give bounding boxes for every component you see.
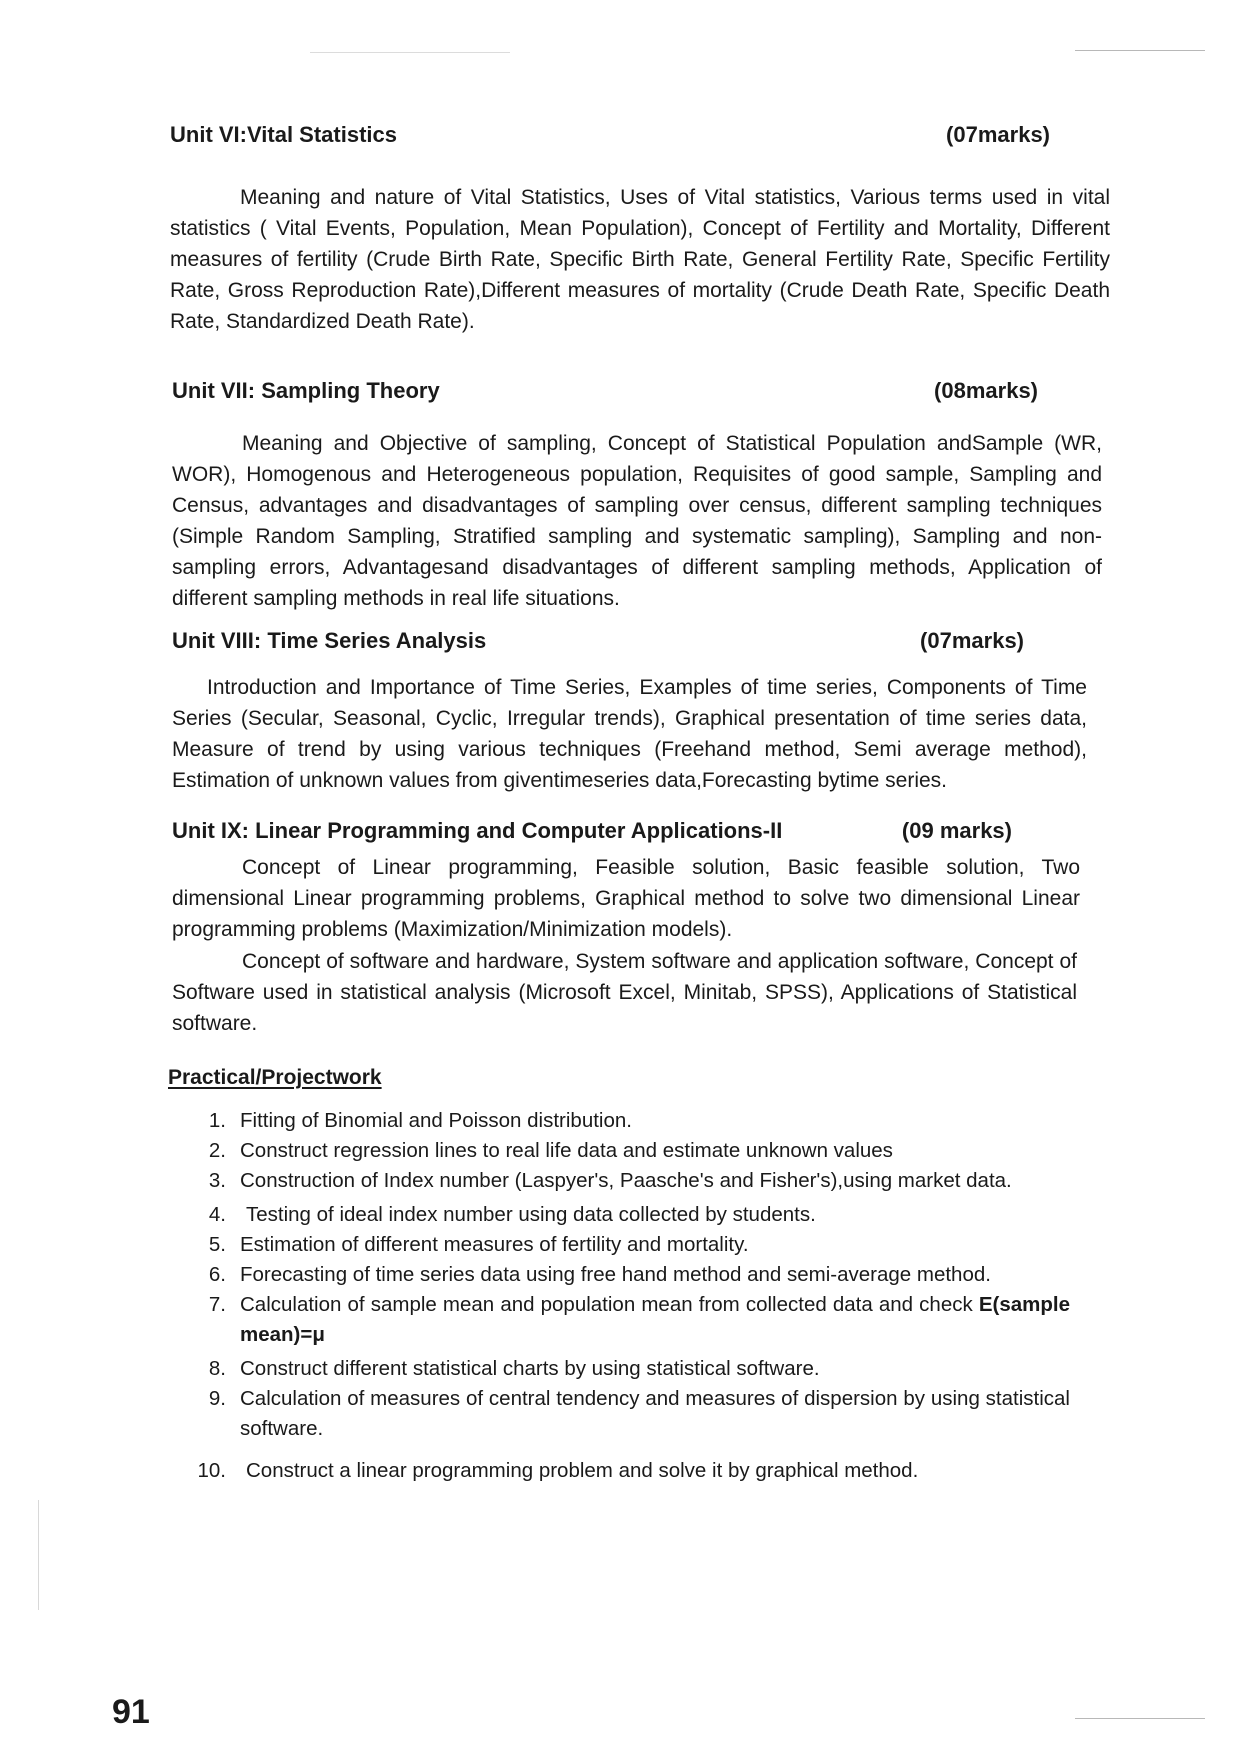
list-item: 8. Construct different statistical charts by using statistical software. bbox=[208, 1357, 820, 1380]
unit-7-body: Meaning and Objective of sampling, Concept of Statistical Population andSample (WR, WOR), Homogenous and Heterogeneous population, Requisites of good sample, Sampling and Census, advantages and disadvantages of sampling over census, different sampling techniques (Simple Random Sampling, Stratified sampling and systematic sampling), Sampling and non-sampling errors, Advantagesand disadvantages of different sampling methods, Application of different sampling methods in real life situations. bbox=[172, 432, 1102, 610]
page-number: 91 bbox=[112, 1693, 150, 1731]
practical-list bbox=[190, 1106, 1070, 1486]
unit-9-body-2: Concept of software and hardware, System software and application software, Concept of Software used in statistical analysis (Microsoft Excel, Minitab, SPSS), Applications of Statistical software. bbox=[172, 950, 1077, 1035]
practical-title: Practical/Projectwork bbox=[168, 1066, 382, 1089]
unit-6-marks: (07marks) bbox=[946, 122, 1050, 147]
list-item: 3. Construction of Index number (Laspyer's, Paasche's and Fisher's),using market data. bbox=[208, 1169, 1012, 1192]
unit-6-heading bbox=[170, 122, 1050, 148]
list-item: 9. Calculation of measures of central tendency and measures of dispersion by using statistical software. bbox=[208, 1387, 1070, 1440]
list-item: 2. Construct regression lines to real life data and estimate unknown values bbox=[208, 1139, 893, 1162]
list-item: 4. Testing of ideal index number using data collected by students. bbox=[208, 1203, 816, 1226]
unit-9-title: Unit IX: Linear Programming and Computer Applications-II bbox=[172, 818, 783, 843]
list-item: 6. Forecasting of time series data using free hand method and semi-average method. bbox=[208, 1263, 991, 1286]
unit-8-body: Introduction and Importance of Time Series, Examples of time series, Components of Time Series (Secular, Seasonal, Cyclic, Irregular trends), Graphical presentation of time series data, Measure of trend by using various techniques (Freehand method, Semi average method), Estimation of unknown values from giventimeseries data,Forecasting bytime series. bbox=[172, 676, 1087, 792]
unit-7-heading bbox=[172, 378, 1038, 404]
unit-9-body-1: Concept of Linear programming, Feasible solution, Basic feasible solution, Two dimensional Linear programming problems, Graphical method to solve two dimensional Linear programming problems (Maximization/Minimization models). bbox=[172, 856, 1080, 941]
scan-artifact-left-margin bbox=[38, 1500, 39, 1610]
unit-8-marks: (07marks) bbox=[920, 628, 1024, 653]
list-item: 1. Fitting of Binomial and Poisson distribution. bbox=[208, 1109, 632, 1132]
scan-artifact-top-center bbox=[310, 52, 510, 53]
list-item: 5. Estimation of different measures of fertility and mortality. bbox=[208, 1233, 749, 1256]
unit-7-marks: (08marks) bbox=[934, 378, 1038, 403]
scan-artifact-top-right bbox=[1075, 50, 1205, 51]
scan-artifact-bottom-right bbox=[1075, 1718, 1205, 1719]
unit-8-heading bbox=[172, 628, 1024, 654]
unit-9-heading bbox=[172, 818, 1012, 844]
list-item: 7. Calculation of sample mean and population mean from collected data and check E(sample mean)=μ bbox=[208, 1293, 1070, 1346]
unit-6-body: Meaning and nature of Vital Statistics, Uses of Vital statistics, Various terms used in vital statistics ( Vital Events, Population, Mean Population), Concept of Fertility and Mortality, Different measures of fertility (Crude Birth Rate, Specific Birth Rate, General Fertility Rate, Specific Fertility Rate, Gross Reproduction Rate),Different measures of mortality (Crude Death Rate, Specific Death Rate, Standardized Death Rate). bbox=[170, 186, 1110, 333]
expected-value-formula: E(sample mean)=μ bbox=[240, 1293, 1070, 1346]
list-item: 10. Construct a linear programming problem and solve it by graphical method. bbox=[197, 1459, 919, 1482]
unit-9-marks: (09 marks) bbox=[901, 818, 1012, 843]
unit-8-title: Unit VIII: Time Series Analysis bbox=[172, 628, 487, 653]
unit-6-title: Unit VI:Vital Statistics bbox=[170, 122, 397, 147]
unit-7-title: Unit VII: Sampling Theory bbox=[172, 378, 440, 403]
